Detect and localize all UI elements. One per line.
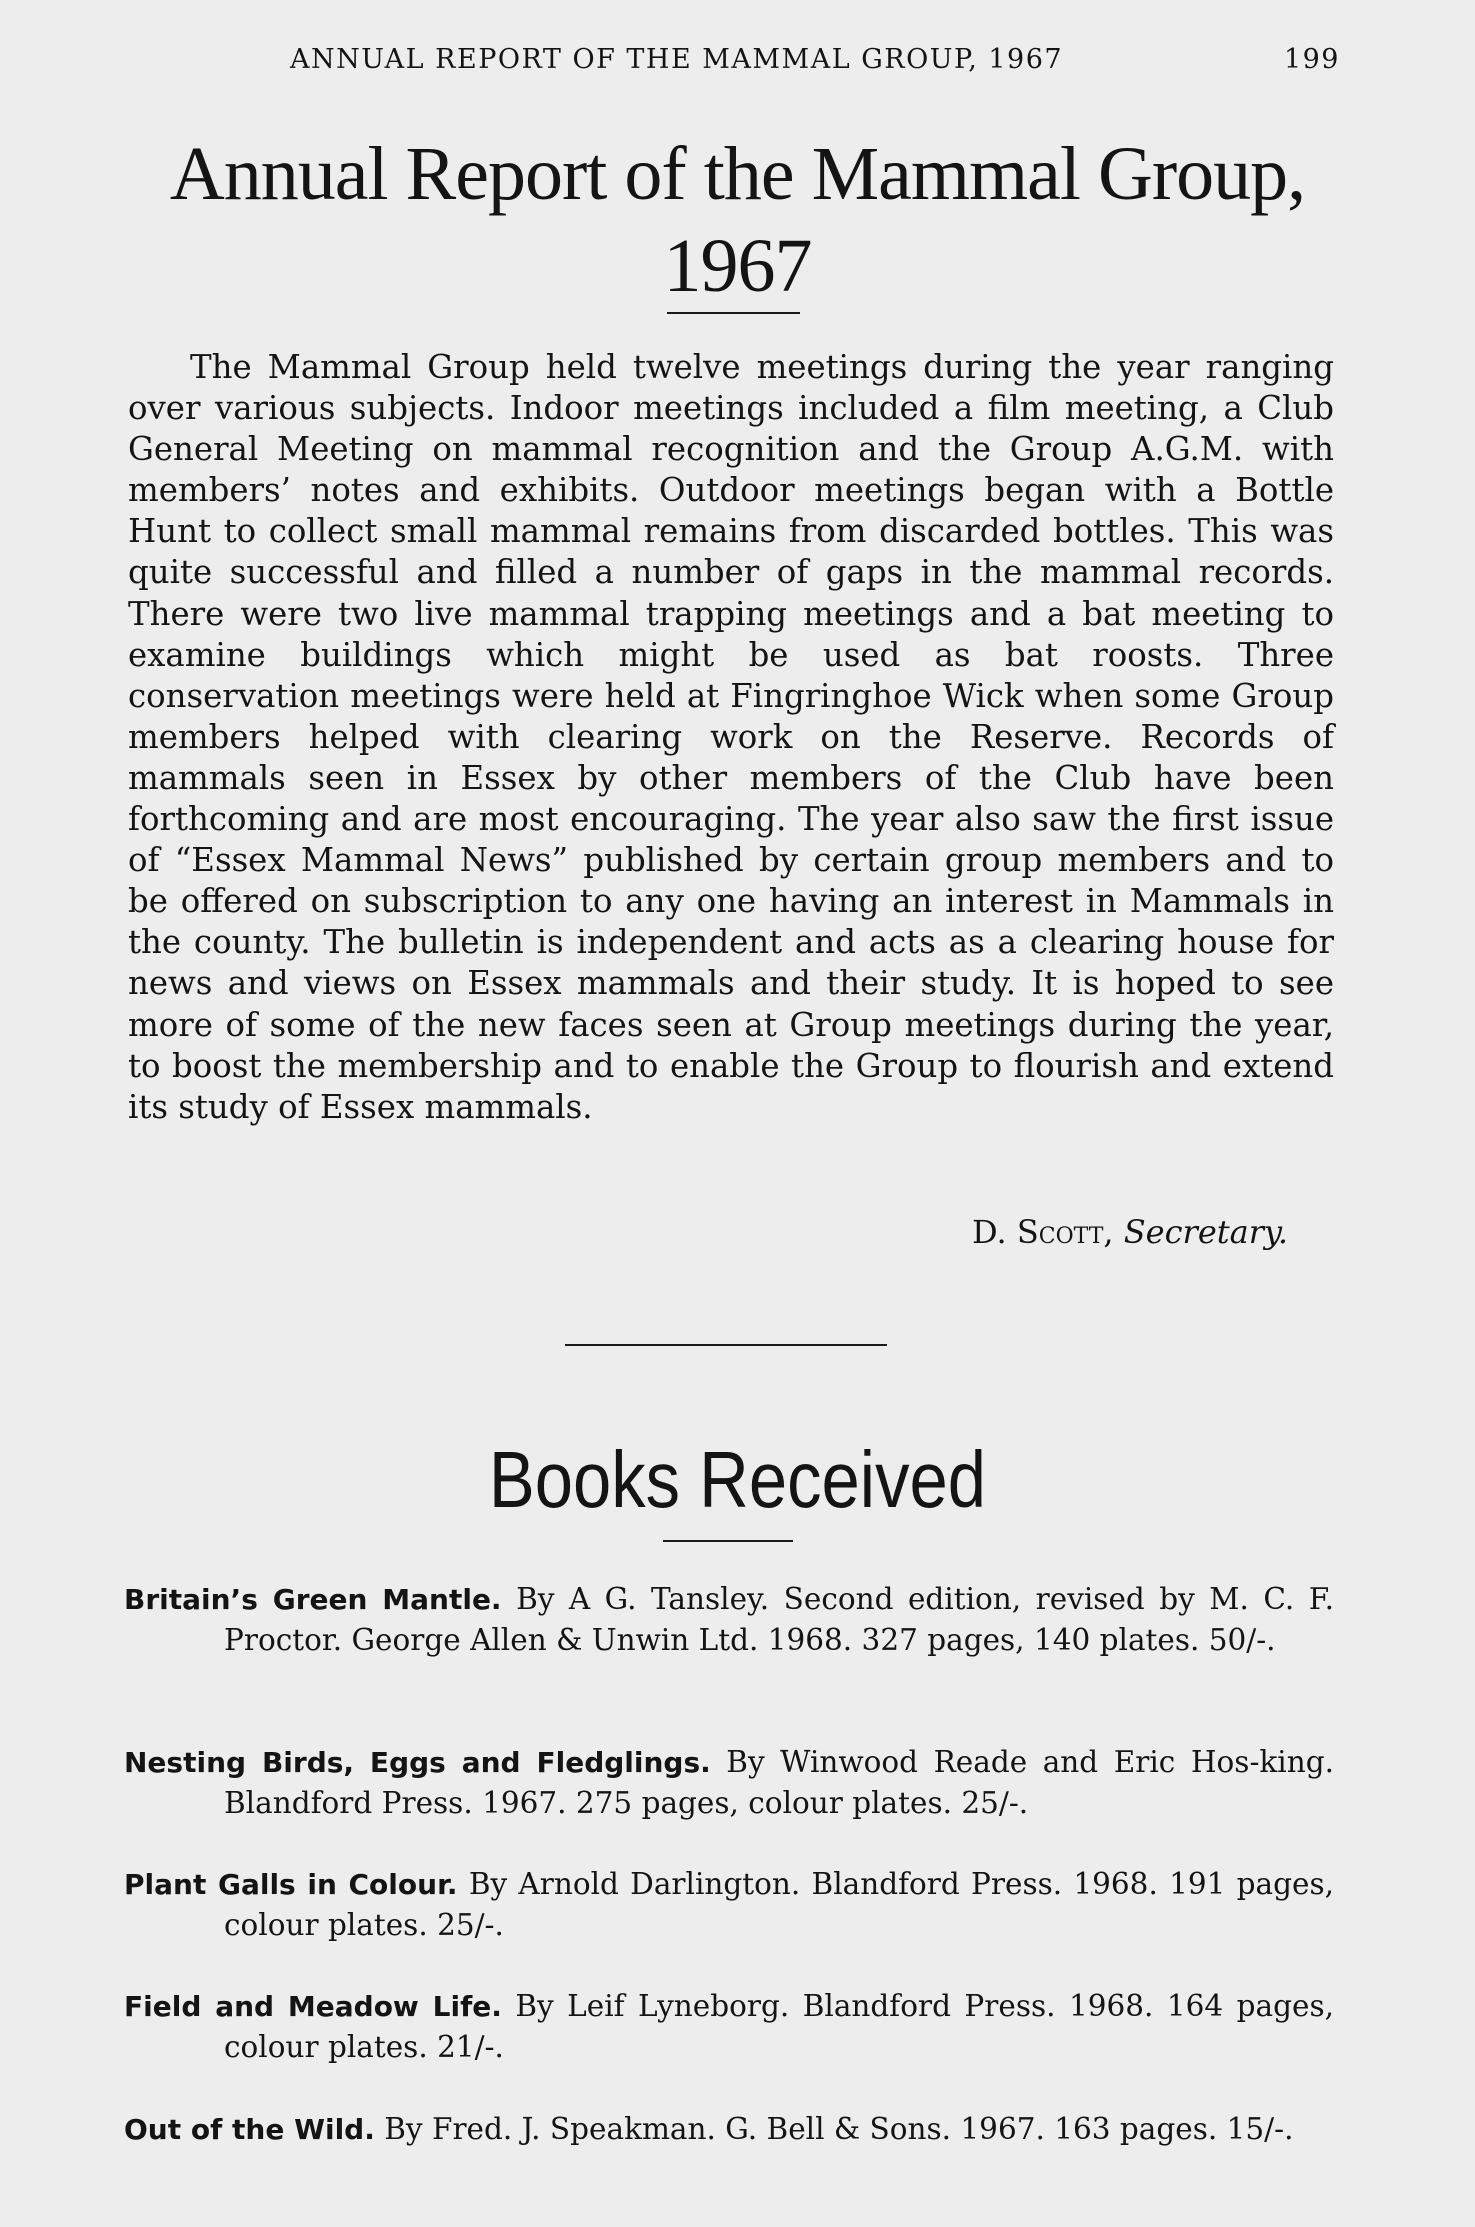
book-entry [124,1986,1334,2068]
book-title: Plant Galls in Colour. [124,1868,458,1901]
book-entry [124,1864,1334,1946]
book-entry [124,1579,1334,1661]
signature-name: D. Scott, [972,1213,1114,1251]
book-title: Field and Meadow Life. [124,1990,502,2023]
book-title: Nesting Birds, Eggs and Fledglings. [124,1746,711,1779]
report-paragraph: The Mammal Group held twelve meetings during the year ranging over various subjects. Indoor meetings included a film meeting, a Club General Meeting on mammal recognition and the Group A.G.M. with members’ notes and exhibits. Outdoor meetings began with a Bottle Hunt to collect small mammal remains from discarded bottles. This was quite successful and filled a number of gaps in the mammal records. There were two live mammal trapping meetings and a bat meeting to examine buildings which might be used as bat roosts. Three conservation meetings were held at Fingringhoe Wick when some Group members helped with clearing work on the Reserve. Records of mammals seen in Essex by other members of the Club have been forthcoming and are most encouraging. The year also saw the first issue of “Essex Mammal News” published by certain group members and to be offered on subscription to any one having an interest in Mammals in the county. The bulletin is independent and acts as a clearing house for news and views on Essex mammals and their study. It is hoped to see more of some of the new faces seen at Group meetings during the year, to boost the membership and to enable the Group to flourish and extend its study of Essex mammals. [128,348,1334,1126]
book-entry [124,2109,1334,2150]
book-details: By Leif Lyneborg. Blandford Press. 1968. 164 pages, colour plates. 21/-. [224,1989,1334,2064]
page-number: 199 [1283,44,1340,75]
signature [972,1213,1288,1251]
book-details: By Fred. J. Speakman. G. Bell & Sons. 1967. 163 pages. 15/-. [384,2112,1294,2146]
book-title: Britain’s Green Mantle. [124,1583,502,1616]
title-rule [667,312,800,314]
report-title-line-1: Annual Report of the Mammal Group, [169,132,1306,216]
book-entry [124,1742,1334,1824]
books-received-title: Books Received [488,1435,987,1524]
report-body [128,347,1334,1128]
book-details: By Arnold Darlington. Blandford Press. 1968. 191 pages, colour plates. 25/-. [224,1867,1334,1942]
report-title-line-2: 1967 [663,224,812,308]
signature-role: Secretary. [1123,1213,1288,1251]
report-title [0,128,1475,312]
book-details: By Winwood Reade and Eric Hos-king. Blandford Press. 1967. 275 pages, colour plates. 25/-. [224,1745,1334,1820]
section-divider [565,1344,887,1346]
book-details: By A G. Tansley. Second edition, revised by M. C. F. Proctor. George Allen & Unwin Ltd. 1968. 327 pages, 140 plates. 50/-. [224,1582,1334,1657]
book-title: Out of the Wild. [124,2113,375,2146]
running-head-title: ANNUAL REPORT OF THE MAMMAL GROUP, 1967 [290,44,1064,75]
books-title-rule [663,1540,793,1542]
